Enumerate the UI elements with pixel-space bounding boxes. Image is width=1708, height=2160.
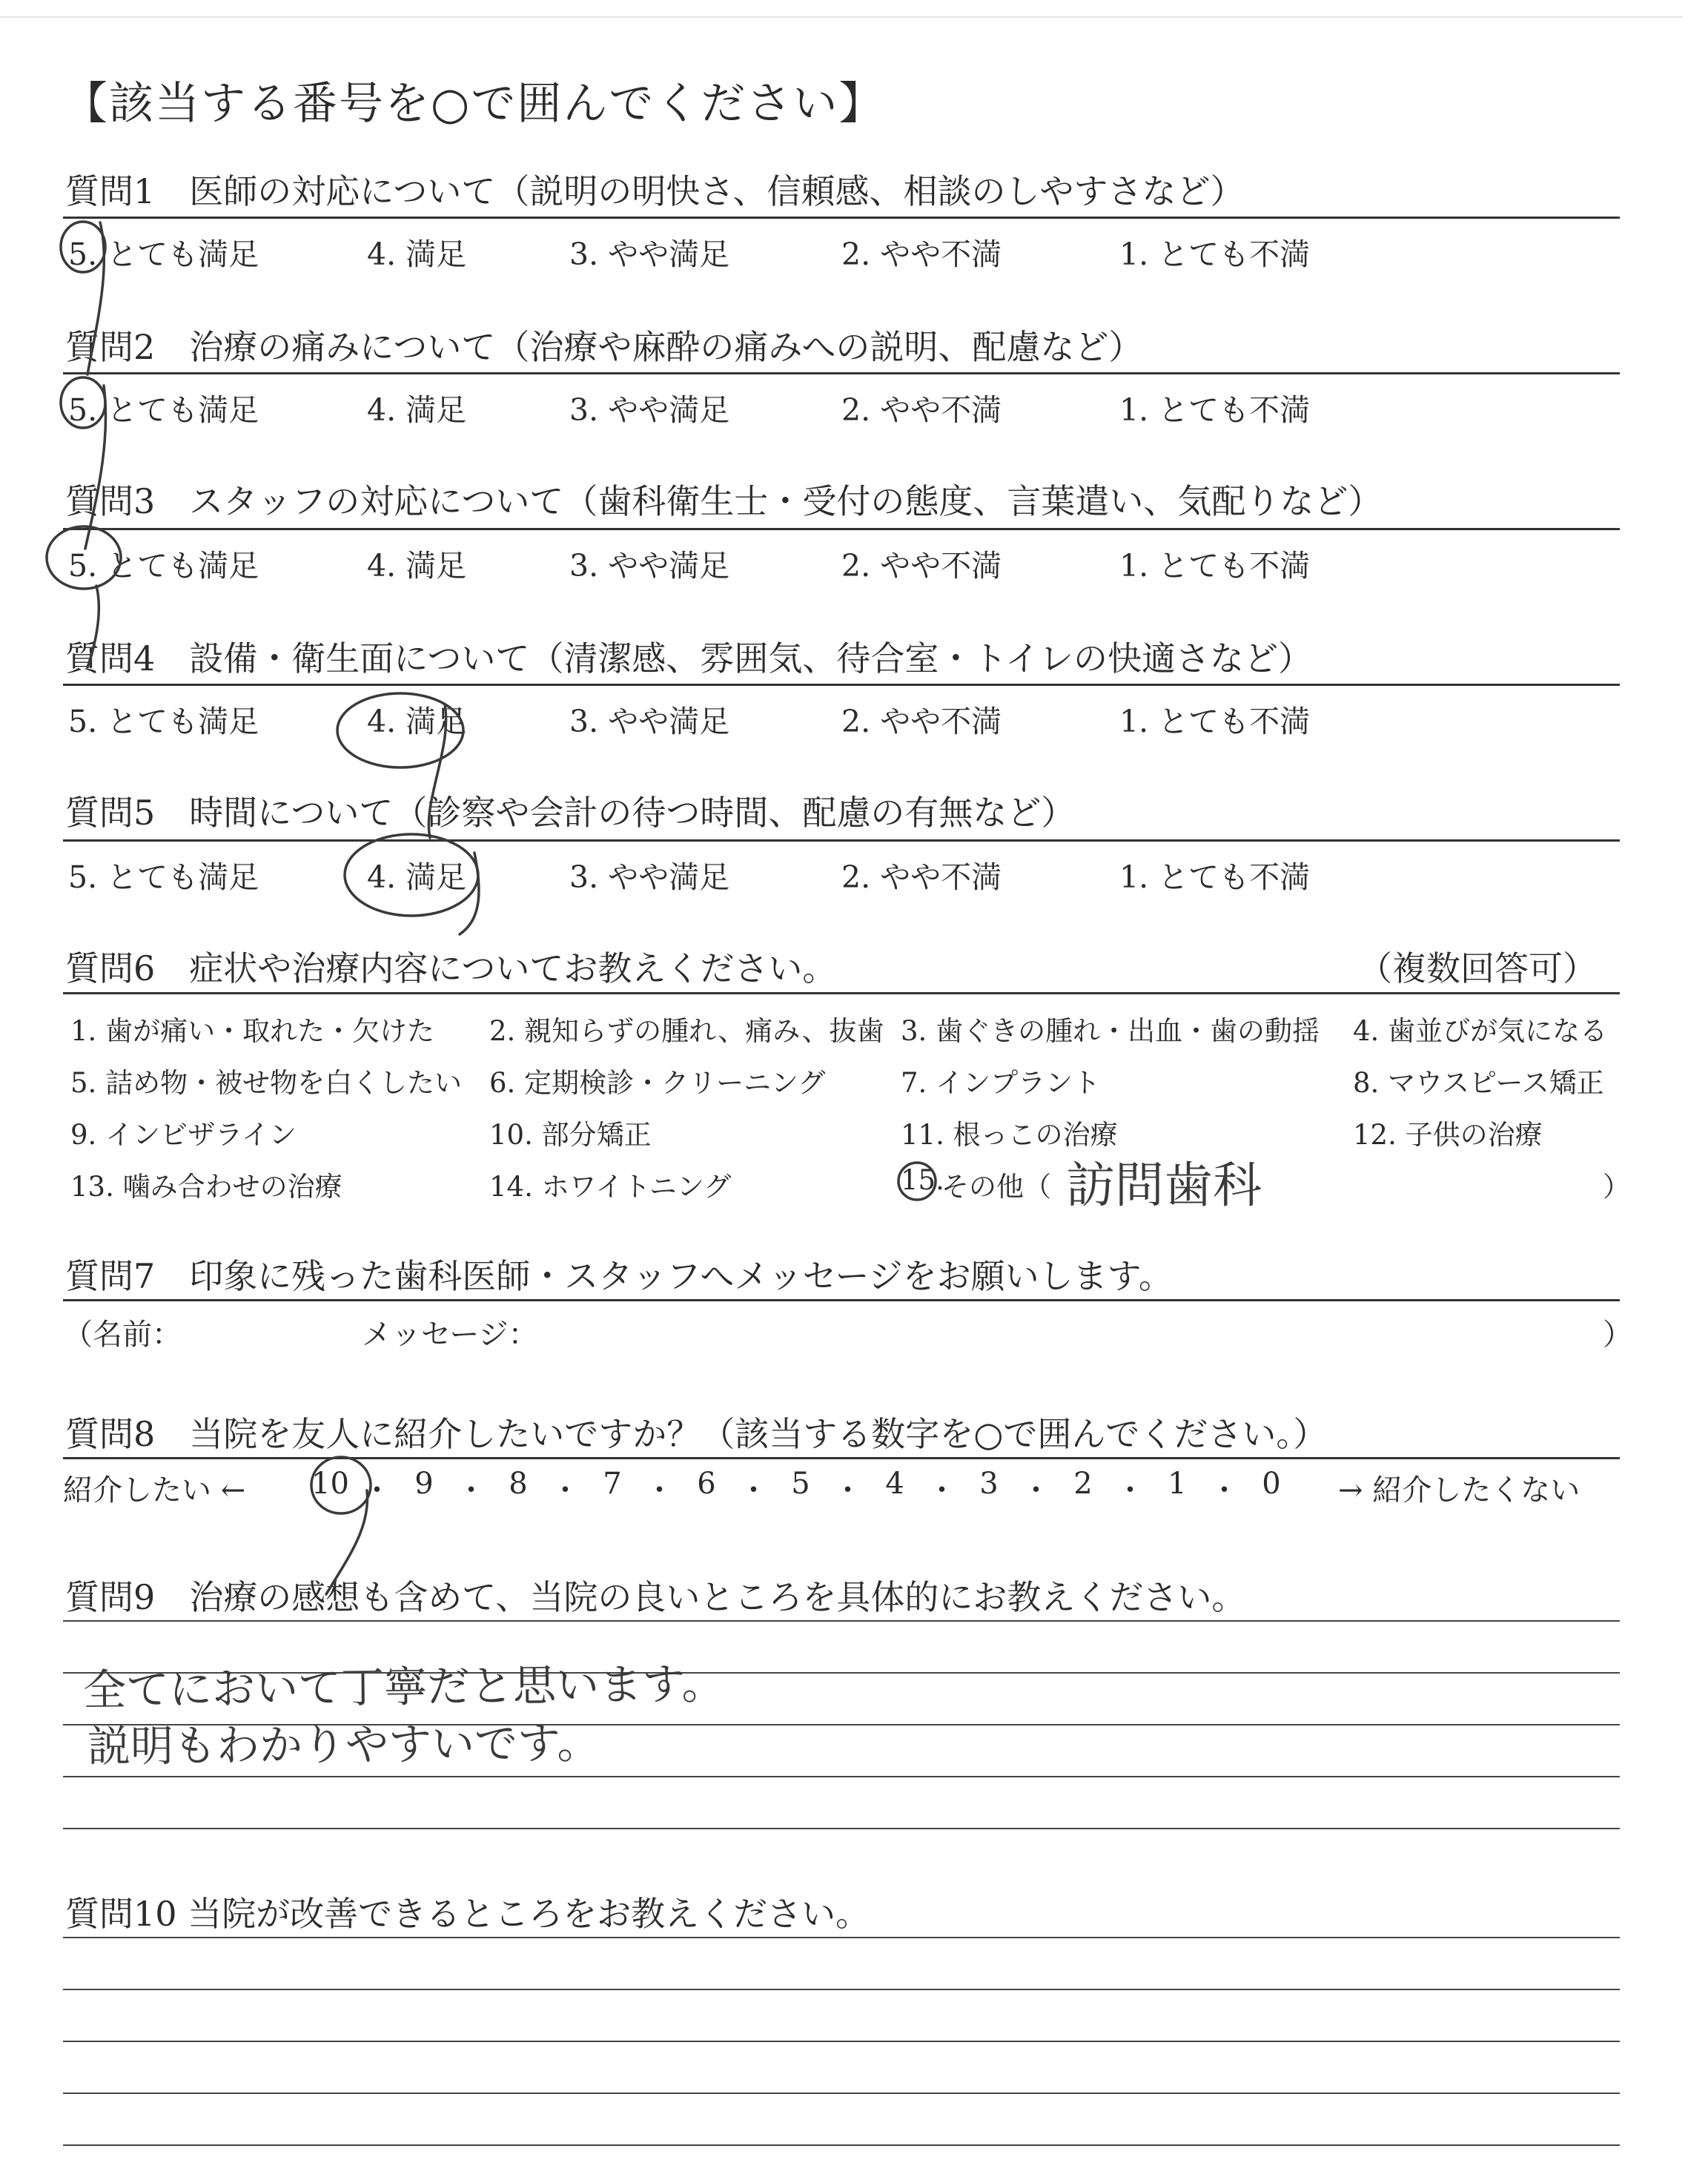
- q8-scale-separator: ・: [833, 1473, 863, 1507]
- question-8-rule: [63, 1457, 1620, 1459]
- q10-answer-line-4: [63, 2093, 1620, 2094]
- q8-scale-value-1[interactable]: 1: [1168, 1467, 1187, 1501]
- q5-option-4[interactable]: 4. 満足: [367, 859, 467, 895]
- q8-scale-value-2[interactable]: 2: [1073, 1467, 1093, 1501]
- q8-scale-value-7[interactable]: 7: [603, 1467, 622, 1501]
- q8-scale-separator: ・: [1021, 1473, 1051, 1507]
- q8-scale-separator: ・: [644, 1473, 675, 1507]
- question-5-title: 質問5 時間について（診察や会計の待つ時間、配慮の有無など）: [65, 793, 1076, 833]
- q6-option-12[interactable]: 12. 子供の治療: [1353, 1119, 1543, 1151]
- q10-answer-line-3: [63, 2041, 1620, 2042]
- q6-option-11[interactable]: 11. 根っこの治療: [901, 1119, 1118, 1151]
- q2-option-2[interactable]: 2. やや不満: [841, 392, 1002, 428]
- q8-scale-separator: ・: [1115, 1473, 1145, 1507]
- q8-scale-separator: ・: [550, 1473, 580, 1507]
- question-2-rule: [63, 372, 1620, 374]
- q8-scale-value-6[interactable]: 6: [697, 1467, 716, 1501]
- q5-option-2[interactable]: 2. やや不満: [841, 859, 1002, 895]
- q7-name-field[interactable]: [230, 1308, 341, 1349]
- q8-scale-separator: ・: [362, 1473, 392, 1507]
- q3-option-3[interactable]: 3. やや満足: [569, 548, 730, 584]
- q6-option-6[interactable]: 6. 定期検診・クリーニング: [489, 1067, 826, 1099]
- q3-option-2[interactable]: 2. やや不満: [841, 548, 1002, 584]
- q4-option-1[interactable]: 1. とても不満: [1119, 704, 1311, 739]
- q8-scale-separator: ・: [456, 1473, 486, 1507]
- question-6-title: 質問6 症状や治療内容についてお教えください。: [65, 948, 837, 988]
- q1-option-3[interactable]: 3. やや満足: [569, 237, 730, 272]
- q8-left-label: 紹介したい ←: [63, 1473, 246, 1507]
- q6-other-handwritten-answer[interactable]: 訪問歯科: [1066, 1157, 1262, 1214]
- form-instruction-header: 【該当する番号を○で囲んでください】: [63, 78, 885, 130]
- question-10-title: 質問10 当院が改善できるところをお教えください。: [65, 1894, 870, 1934]
- q1-option-1[interactable]: 1. とても不満: [1119, 237, 1311, 272]
- q1-option-4[interactable]: 4. 満足: [367, 237, 467, 272]
- q7-close: ）: [1603, 1318, 1632, 1352]
- q8-scale-value-8[interactable]: 8: [509, 1467, 528, 1501]
- q8-scale-value-3[interactable]: 3: [979, 1467, 999, 1501]
- q6-option-15-close: ）: [1603, 1171, 1630, 1203]
- q6-option-14[interactable]: 14. ホワイトニング: [489, 1171, 732, 1203]
- q8-scale-separator: ・: [927, 1473, 957, 1507]
- q8-scale-separator: ・: [1209, 1473, 1239, 1507]
- q3-option-4[interactable]: 4. 満足: [367, 548, 467, 584]
- q2-option-1[interactable]: 1. とても不満: [1119, 392, 1311, 428]
- q9-handwritten-answer-2[interactable]: 説明もわかりやすいです。: [87, 1717, 600, 1772]
- q8-right-label: → 紹介したくない: [1338, 1473, 1580, 1507]
- q5-option-3[interactable]: 3. やや満足: [569, 859, 730, 895]
- q6-option-15-label: その他（: [941, 1171, 1051, 1203]
- q2-option-3[interactable]: 3. やや満足: [569, 392, 730, 428]
- question-9-title: 質問9 治療の感想も含めて、当院の良いところを具体的にお教えください。: [65, 1577, 1246, 1617]
- q7-message-field[interactable]: [549, 1308, 1586, 1349]
- q9-answer-line-5: [63, 1828, 1620, 1829]
- q6-option-4[interactable]: 4. 歯並びが気になる: [1353, 1015, 1608, 1047]
- question-6-rule: [63, 992, 1620, 994]
- q4-option-2[interactable]: 2. やや不満: [841, 704, 1002, 739]
- q6-option-7[interactable]: 7. インプラント: [901, 1067, 1101, 1099]
- q4-option-5[interactable]: 5. とても満足: [68, 704, 259, 739]
- question-3-title: 質問3 スタッフの対応について（歯科衛生士・受付の態度、言葉遣い、気配りなど）: [65, 481, 1383, 521]
- q8-scale-value-0[interactable]: 0: [1262, 1467, 1281, 1501]
- question-8-title: 質問8 当院を友人に紹介したいですか？（該当する数字を○で囲んでください。）: [65, 1414, 1328, 1454]
- question-2-title: 質問2 治療の痛みについて（治療や麻酔の痛みへの説明、配慮など）: [65, 327, 1143, 367]
- q9-handwritten-answer-1[interactable]: 全てにおいて丁寧だと思います。: [82, 1658, 725, 1716]
- q5-option-5[interactable]: 5. とても満足: [68, 859, 259, 895]
- question-7-rule: [63, 1299, 1620, 1301]
- question-1-rule: [63, 217, 1620, 219]
- question-7-title: 質問7 印象に残った歯科医師・スタッフへメッセージをお願いします。: [65, 1256, 1173, 1296]
- scan-top-border: [0, 16, 1683, 18]
- question-6-note: （複数回答可）: [1358, 948, 1597, 988]
- q8-scale-separator: ・: [738, 1473, 769, 1507]
- q6-option-13[interactable]: 13. 噛み合わせの治療: [70, 1171, 342, 1203]
- q6-option-9[interactable]: 9. インビザライン: [70, 1119, 297, 1151]
- q6-option-8[interactable]: 8. マウスピース矯正: [1353, 1067, 1604, 1099]
- question-4-title: 質問4 設備・衛生面について（清潔感、雰囲気、待合室・トイレの快適さなど）: [65, 638, 1313, 678]
- q10-answer-line-2: [63, 1989, 1620, 1990]
- question-5-rule: [63, 839, 1620, 842]
- q7-message-label: メッセージ：: [362, 1318, 538, 1352]
- q1-option-2[interactable]: 2. やや不満: [841, 237, 1002, 272]
- q1-option-5[interactable]: 5. とても満足: [68, 237, 259, 272]
- q2-option-4[interactable]: 4. 満足: [367, 392, 467, 428]
- q10-answer-line-1: [63, 1937, 1620, 1938]
- q10-answer-line-5: [63, 2144, 1620, 2146]
- question-1-title: 質問1 医師の対応について（説明の明快さ、信頼感、相談のしやすさなど）: [65, 171, 1245, 211]
- q6-option-2[interactable]: 2. 親知らずの腫れ、痛み、抜歯: [489, 1015, 884, 1047]
- q9-answer-line-4: [63, 1776, 1620, 1777]
- question-3-rule: [63, 528, 1620, 530]
- q5-option-1[interactable]: 1. とても不満: [1119, 859, 1311, 895]
- q4-option-4[interactable]: 4. 満足: [367, 704, 467, 739]
- q2-option-5[interactable]: 5. とても満足: [68, 392, 259, 428]
- q8-scale-value-5[interactable]: 5: [791, 1467, 810, 1501]
- q6-option-15-number[interactable]: 15.: [901, 1164, 944, 1196]
- q6-option-5[interactable]: 5. 詰め物・被せ物を白くしたい: [70, 1067, 463, 1099]
- q8-scale-value-4[interactable]: 4: [885, 1467, 904, 1501]
- question-4-rule: [63, 684, 1620, 686]
- q6-option-3[interactable]: 3. 歯ぐきの腫れ・出血・歯の動揺: [901, 1015, 1320, 1047]
- q8-scale-value-9[interactable]: 9: [414, 1467, 434, 1501]
- q8-scale-value-10[interactable]: 10: [311, 1467, 349, 1501]
- q7-name-label: （名前：: [63, 1318, 182, 1352]
- q3-option-5[interactable]: 5. とても満足: [68, 548, 259, 584]
- q9-answer-line-1: [63, 1620, 1620, 1622]
- q4-option-3[interactable]: 3. やや満足: [569, 704, 730, 739]
- q3-option-1[interactable]: 1. とても不満: [1119, 548, 1311, 584]
- q6-option-1[interactable]: 1. 歯が痛い・取れた・欠けた: [70, 1015, 435, 1047]
- q6-option-10[interactable]: 10. 部分矯正: [489, 1119, 652, 1151]
